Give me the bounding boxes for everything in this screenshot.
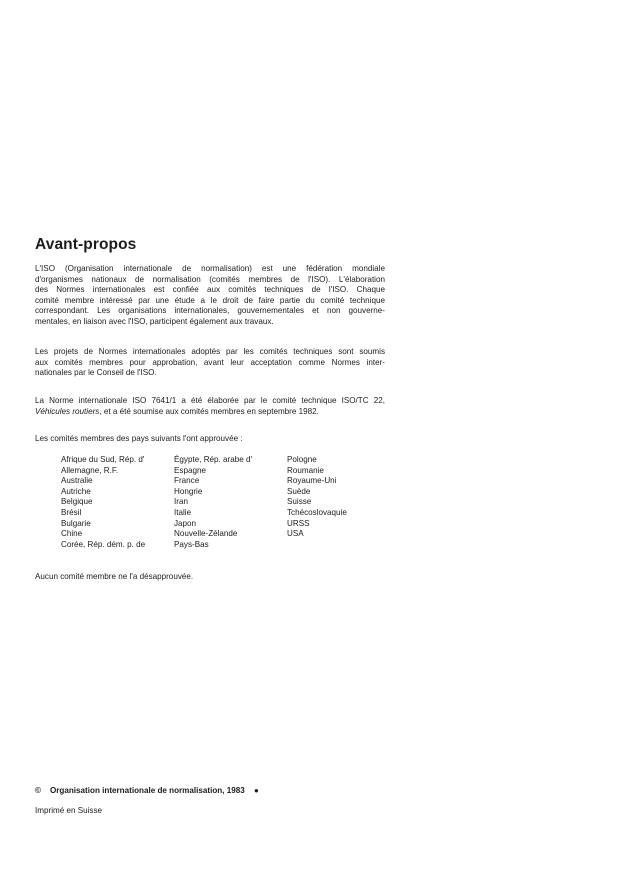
paragraph-approvers-intro [35,434,385,445]
copyright-symbol: © [35,786,41,795]
text-line: Les comités membres des pays suivants l'ont approuvée : [35,434,243,443]
bullet-icon: ● [253,786,259,795]
member-country: Suède [287,486,311,496]
member-country: Nouvelle-Zélande [174,529,238,539]
member-country: Pologne [287,455,317,464]
member-country: Autriche [61,486,91,496]
member-country: Hongrie [174,486,203,496]
text-line [35,407,385,418]
member-country: Afrique du Sud, Rép. d' [61,455,145,464]
text-line: Les projets de Normes internationales adoptés par les comités techniques sont soumis [35,347,385,356]
member-country: Égypte, Rép. arabe d' [174,455,253,464]
member-country: Brésil [61,507,82,517]
member-country: Belgique [61,497,93,507]
member-country: Corée, Rép. dém. p. de [61,539,146,549]
text-line: Aucun comité membre ne l'a désapprouvée. [35,572,194,581]
copyright-text: Organisation internationale de normalisation, 1983 [49,786,245,795]
page-title: Avant-propos [35,236,137,253]
member-column-1 [61,455,145,550]
member-country: Iran [174,497,188,507]
member-country: USA [287,529,304,539]
member-country: Italie [174,507,192,517]
text-line: nationales par le Conseil de l'ISO. [35,368,157,378]
member-country: URSS [287,518,310,528]
copyright-line [35,786,259,795]
member-country: Tchécoslovaquie [287,507,347,517]
paragraph-approval-process [35,347,385,379]
text-fragment: , et a été soumise aux comités membres en septembre 1982. [99,406,319,416]
member-country: Bulgarie [61,518,91,528]
text-line: d'organismes nationaux de normalisation (comités membres de l'ISO). L'élaboration [35,274,385,284]
member-column-2 [174,455,252,550]
text-line: L'ISO (Organisation internationale de normalisation) est une fédération mondiale [35,264,385,273]
text-line: aux comités membres pour approbation, avant leur acceptation comme Normes inter- [35,357,385,367]
text-line: comité membre intéressé par une étude a le droit de faire partie du comité technique [35,295,385,305]
member-country: Espagne [174,465,206,475]
text-line: des Normes internationales est confiée aux comités techniques de l'ISO. Chaque [35,285,385,295]
member-country: Allemagne, R.F. [61,465,119,475]
member-country: France [174,476,200,486]
text-line: mentales, en liaison avec l'ISO, participent également aux travaux. [35,316,274,326]
committee-title: Véhicules routiers [35,406,100,416]
member-country: Royaume-Uni [287,476,337,486]
member-country: Australie [61,476,93,486]
text-line: La Norme internationale ISO 7641/1 a été élaborée par le comité technique ISO/TC 22, [35,396,385,405]
member-country: Pays-Bas [174,539,209,549]
paragraph-standard-origin [35,396,385,417]
paragraph-iso-description [35,264,385,328]
text-line: correspondant. Les organisations internationales, gouvernementales et non gouverne- [35,306,385,316]
member-column-3 [287,455,347,540]
paragraph-no-disapproval [35,572,385,583]
member-country: Japon [174,518,197,528]
member-country: Roumanie [287,465,324,475]
member-country: Chine [61,529,83,539]
printed-in-line: Imprimé en Suisse [35,806,103,815]
member-country: Suisse [287,497,312,507]
